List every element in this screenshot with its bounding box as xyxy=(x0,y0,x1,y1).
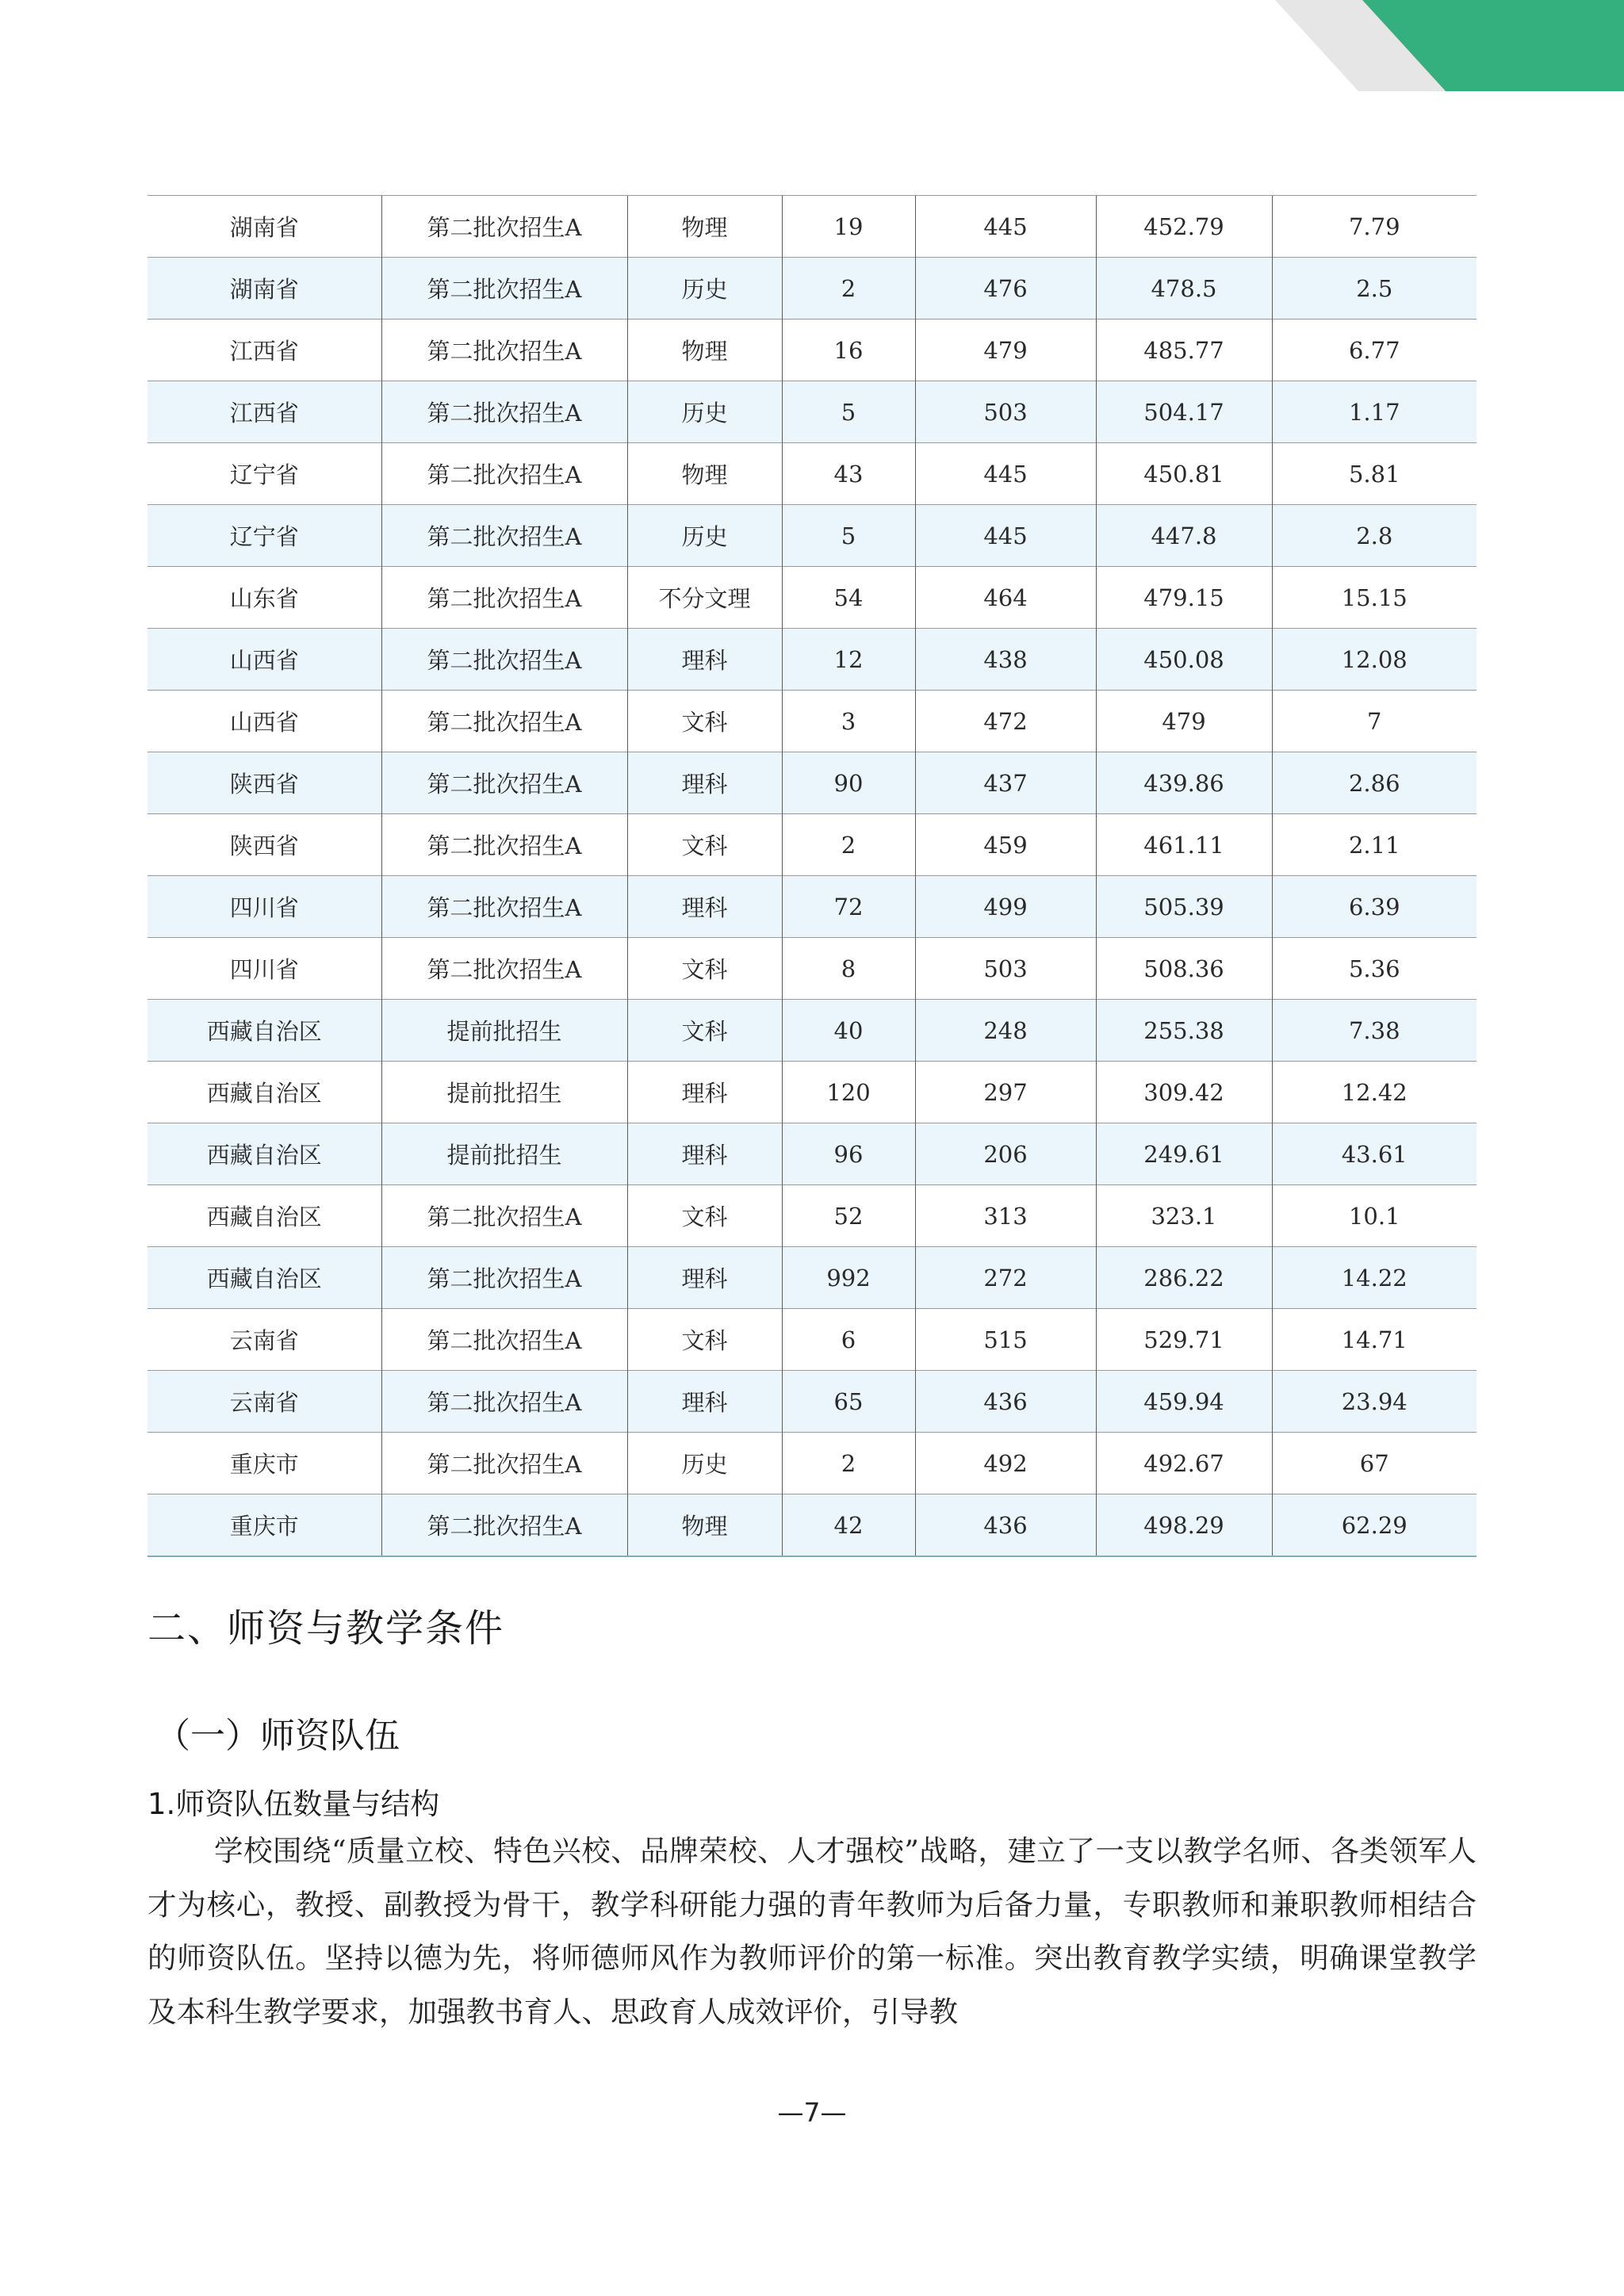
cell-min-line: 248 xyxy=(915,1000,1096,1062)
cell-subject: 历史 xyxy=(627,258,782,320)
cell-avg-score: 323.1 xyxy=(1096,1185,1272,1247)
cell-batch: 提前批招生 xyxy=(381,1062,627,1123)
cell-subject: 文科 xyxy=(627,1185,782,1247)
cell-diff: 23.94 xyxy=(1272,1371,1477,1433)
cell-province: 辽宁省 xyxy=(147,505,381,567)
admission-scores-table xyxy=(147,195,1477,1557)
table-row xyxy=(147,814,1477,876)
table-row xyxy=(147,1000,1477,1062)
cell-batch: 第二批次招生A xyxy=(381,876,627,938)
cell-min-line: 297 xyxy=(915,1062,1096,1123)
cell-count: 2 xyxy=(782,1433,915,1494)
table-row xyxy=(147,752,1477,814)
cell-min-line: 206 xyxy=(915,1123,1096,1185)
cell-subject: 理科 xyxy=(627,1247,782,1309)
cell-batch: 第二批次招生A xyxy=(381,1494,627,1557)
cell-province: 江西省 xyxy=(147,381,381,443)
cell-province: 陕西省 xyxy=(147,752,381,814)
cell-batch: 第二批次招生A xyxy=(381,381,627,443)
minor-heading: 1.师资队伍数量与结构 xyxy=(147,1787,440,1821)
cell-subject: 理科 xyxy=(627,629,782,691)
cell-diff: 15.15 xyxy=(1272,567,1477,629)
cell-min-line: 515 xyxy=(915,1309,1096,1371)
cell-avg-score: 255.38 xyxy=(1096,1000,1272,1062)
table-row xyxy=(147,876,1477,938)
table-row xyxy=(147,1247,1477,1309)
cell-min-line: 438 xyxy=(915,629,1096,691)
cell-province: 四川省 xyxy=(147,876,381,938)
cell-province: 湖南省 xyxy=(147,196,381,258)
cell-count: 120 xyxy=(782,1062,915,1123)
cell-avg-score: 461.11 xyxy=(1096,814,1272,876)
cell-subject: 文科 xyxy=(627,938,782,1000)
cell-count: 42 xyxy=(782,1494,915,1557)
cell-batch: 提前批招生 xyxy=(381,1123,627,1185)
cell-subject: 物理 xyxy=(627,1494,782,1557)
cell-min-line: 479 xyxy=(915,320,1096,381)
cell-avg-score: 508.36 xyxy=(1096,938,1272,1000)
cell-avg-score: 505.39 xyxy=(1096,876,1272,938)
cell-count: 2 xyxy=(782,814,915,876)
table-row xyxy=(147,443,1477,505)
cell-province: 西藏自治区 xyxy=(147,1247,381,1309)
cell-subject: 物理 xyxy=(627,320,782,381)
table-row xyxy=(147,1309,1477,1371)
cell-province: 山西省 xyxy=(147,691,381,752)
cell-diff: 1.17 xyxy=(1272,381,1477,443)
cell-min-line: 445 xyxy=(915,505,1096,567)
cell-count: 96 xyxy=(782,1123,915,1185)
cell-batch: 第二批次招生A xyxy=(381,320,627,381)
cell-count: 992 xyxy=(782,1247,915,1309)
cell-avg-score: 498.29 xyxy=(1096,1494,1272,1557)
cell-subject: 不分文理 xyxy=(627,567,782,629)
cell-min-line: 503 xyxy=(915,381,1096,443)
cell-province: 云南省 xyxy=(147,1309,381,1371)
cell-diff: 7.79 xyxy=(1272,196,1477,258)
table-row xyxy=(147,1494,1477,1557)
cell-batch: 第二批次招生A xyxy=(381,1309,627,1371)
cell-province: 重庆市 xyxy=(147,1433,381,1494)
cell-subject: 历史 xyxy=(627,505,782,567)
cell-min-line: 436 xyxy=(915,1371,1096,1433)
cell-province: 山东省 xyxy=(147,567,381,629)
cell-count: 8 xyxy=(782,938,915,1000)
cell-subject: 物理 xyxy=(627,196,782,258)
cell-subject: 物理 xyxy=(627,443,782,505)
cell-avg-score: 450.81 xyxy=(1096,443,1272,505)
cell-province: 西藏自治区 xyxy=(147,1185,381,1247)
cell-province: 湖南省 xyxy=(147,258,381,320)
cell-diff: 2.11 xyxy=(1272,814,1477,876)
subsection-title: （一）师资队伍 xyxy=(155,1716,400,1756)
cell-count: 19 xyxy=(782,196,915,258)
cell-batch: 第二批次招生A xyxy=(381,752,627,814)
cell-province: 辽宁省 xyxy=(147,443,381,505)
cell-min-line: 472 xyxy=(915,691,1096,752)
cell-subject: 理科 xyxy=(627,1371,782,1433)
body-paragraph: 学校围绕“质量立校、特色兴校、品牌荣校、人才强校”战略，建立了一支以教学名师、各类领军人才为核心，教授、副教授为骨干，教学科研能力强的青年教师为后备力量，专职教师和兼职教师相结合的师资队伍。坚持以德为先，将师德师风作为教师评价的第一标准。突出教育教学实绩，明确课堂教学及本科生教学要求，加强教书育人、思政育人成效评价，引导教 xyxy=(147,1834,1477,2029)
cell-avg-score: 439.86 xyxy=(1096,752,1272,814)
cell-batch: 第二批次招生A xyxy=(381,258,627,320)
cell-batch: 第二批次招生A xyxy=(381,814,627,876)
cell-count: 2 xyxy=(782,258,915,320)
cell-province: 江西省 xyxy=(147,320,381,381)
table-row xyxy=(147,1433,1477,1494)
cell-diff: 2.5 xyxy=(1272,258,1477,320)
page-number: —7— xyxy=(777,2097,847,2128)
cell-diff: 12.08 xyxy=(1272,629,1477,691)
cell-min-line: 313 xyxy=(915,1185,1096,1247)
cell-subject: 历史 xyxy=(627,381,782,443)
cell-province: 西藏自治区 xyxy=(147,1062,381,1123)
table-row xyxy=(147,691,1477,752)
cell-avg-score: 459.94 xyxy=(1096,1371,1272,1433)
table-row xyxy=(147,258,1477,320)
cell-count: 5 xyxy=(782,381,915,443)
cell-batch: 第二批次招生A xyxy=(381,629,627,691)
table-row xyxy=(147,629,1477,691)
cell-subject: 历史 xyxy=(627,1433,782,1494)
cell-diff: 62.29 xyxy=(1272,1494,1477,1557)
cell-avg-score: 485.77 xyxy=(1096,320,1272,381)
cell-province: 西藏自治区 xyxy=(147,1123,381,1185)
cell-min-line: 492 xyxy=(915,1433,1096,1494)
cell-count: 72 xyxy=(782,876,915,938)
cell-province: 西藏自治区 xyxy=(147,1000,381,1062)
cell-subject: 理科 xyxy=(627,1123,782,1185)
table-row xyxy=(147,320,1477,381)
cell-avg-score: 286.22 xyxy=(1096,1247,1272,1309)
cell-batch: 第二批次招生A xyxy=(381,1371,627,1433)
cell-min-line: 459 xyxy=(915,814,1096,876)
table-row xyxy=(147,938,1477,1000)
table-row xyxy=(147,381,1477,443)
cell-diff: 7.38 xyxy=(1272,1000,1477,1062)
cell-min-line: 445 xyxy=(915,196,1096,258)
cell-avg-score: 478.5 xyxy=(1096,258,1272,320)
cell-batch: 第二批次招生A xyxy=(381,1247,627,1309)
cell-batch: 第二批次招生A xyxy=(381,1185,627,1247)
cell-province: 云南省 xyxy=(147,1371,381,1433)
table-row xyxy=(147,1123,1477,1185)
cell-subject: 文科 xyxy=(627,1309,782,1371)
cell-batch: 第二批次招生A xyxy=(381,691,627,752)
cell-count: 5 xyxy=(782,505,915,567)
cell-count: 52 xyxy=(782,1185,915,1247)
cell-diff: 67 xyxy=(1272,1433,1477,1494)
cell-batch: 提前批招生 xyxy=(381,1000,627,1062)
cell-count: 6 xyxy=(782,1309,915,1371)
cell-count: 40 xyxy=(782,1000,915,1062)
cell-count: 16 xyxy=(782,320,915,381)
cell-avg-score: 309.42 xyxy=(1096,1062,1272,1123)
cell-subject: 理科 xyxy=(627,876,782,938)
table-row xyxy=(147,1371,1477,1433)
cell-diff: 6.77 xyxy=(1272,320,1477,381)
cell-count: 54 xyxy=(782,567,915,629)
cell-avg-score: 529.71 xyxy=(1096,1309,1272,1371)
cell-avg-score: 249.61 xyxy=(1096,1123,1272,1185)
cell-diff: 6.39 xyxy=(1272,876,1477,938)
cell-diff: 2.86 xyxy=(1272,752,1477,814)
table-row xyxy=(147,505,1477,567)
cell-avg-score: 479 xyxy=(1096,691,1272,752)
corner-decoration xyxy=(1275,0,1624,91)
cell-batch: 第二批次招生A xyxy=(381,443,627,505)
table-row xyxy=(147,1062,1477,1123)
cell-diff: 5.81 xyxy=(1272,443,1477,505)
cell-min-line: 464 xyxy=(915,567,1096,629)
cell-subject: 文科 xyxy=(627,814,782,876)
cell-avg-score: 479.15 xyxy=(1096,567,1272,629)
cell-min-line: 503 xyxy=(915,938,1096,1000)
table-row xyxy=(147,1185,1477,1247)
cell-avg-score: 492.67 xyxy=(1096,1433,1272,1494)
table-row xyxy=(147,567,1477,629)
cell-count: 90 xyxy=(782,752,915,814)
table-row xyxy=(147,196,1477,258)
cell-province: 陕西省 xyxy=(147,814,381,876)
cell-diff: 43.61 xyxy=(1272,1123,1477,1185)
cell-count: 43 xyxy=(782,443,915,505)
cell-avg-score: 447.8 xyxy=(1096,505,1272,567)
cell-min-line: 436 xyxy=(915,1494,1096,1557)
cell-diff: 10.1 xyxy=(1272,1185,1477,1247)
cell-diff: 5.36 xyxy=(1272,938,1477,1000)
cell-min-line: 445 xyxy=(915,443,1096,505)
cell-batch: 第二批次招生A xyxy=(381,505,627,567)
cell-batch: 第二批次招生A xyxy=(381,196,627,258)
cell-avg-score: 452.79 xyxy=(1096,196,1272,258)
cell-min-line: 272 xyxy=(915,1247,1096,1309)
cell-diff: 14.71 xyxy=(1272,1309,1477,1371)
cell-diff: 14.22 xyxy=(1272,1247,1477,1309)
cell-batch: 第二批次招生A xyxy=(381,938,627,1000)
cell-min-line: 437 xyxy=(915,752,1096,814)
cell-subject: 文科 xyxy=(627,691,782,752)
cell-subject: 文科 xyxy=(627,1000,782,1062)
cell-min-line: 499 xyxy=(915,876,1096,938)
cell-count: 65 xyxy=(782,1371,915,1433)
cell-batch: 第二批次招生A xyxy=(381,567,627,629)
cell-province: 四川省 xyxy=(147,938,381,1000)
cell-count: 3 xyxy=(782,691,915,752)
cell-diff: 2.8 xyxy=(1272,505,1477,567)
cell-batch: 第二批次招生A xyxy=(381,1433,627,1494)
cell-province: 重庆市 xyxy=(147,1494,381,1557)
section-title: 二、师资与教学条件 xyxy=(147,1606,505,1651)
cell-avg-score: 504.17 xyxy=(1096,381,1272,443)
cell-subject: 理科 xyxy=(627,752,782,814)
cell-province: 山西省 xyxy=(147,629,381,691)
cell-diff: 7 xyxy=(1272,691,1477,752)
cell-subject: 理科 xyxy=(627,1062,782,1123)
cell-diff: 12.42 xyxy=(1272,1062,1477,1123)
cell-avg-score: 450.08 xyxy=(1096,629,1272,691)
cell-count: 12 xyxy=(782,629,915,691)
cell-min-line: 476 xyxy=(915,258,1096,320)
